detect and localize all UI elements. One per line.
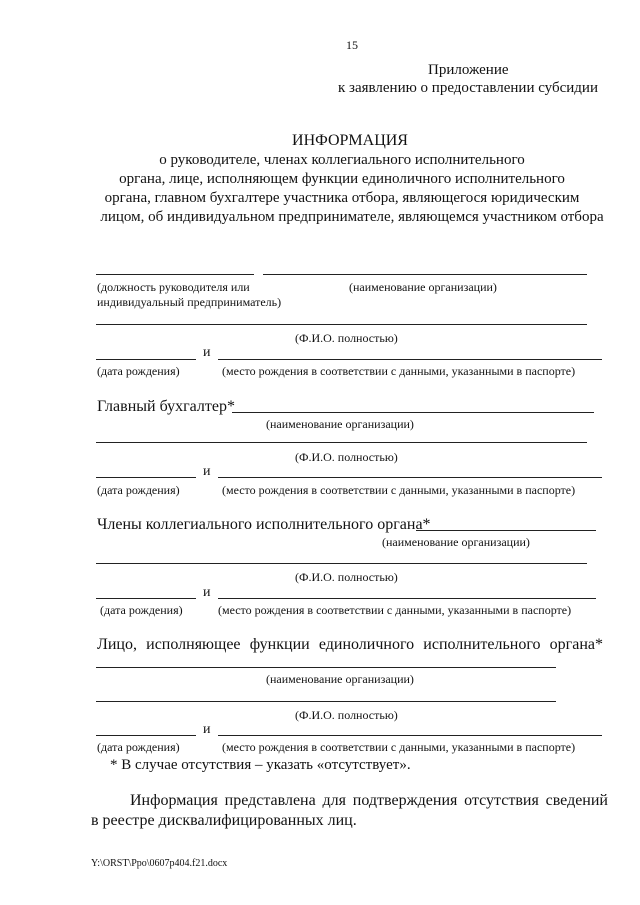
chief-accountant-org-field[interactable] (232, 412, 594, 413)
footnote: * В случае отсутствия – указать «отсутствует». (110, 757, 411, 773)
appendix-title: Приложение (428, 62, 509, 78)
position-caption-1: (должность руководителя или (97, 280, 250, 294)
chief-accountant-birth-date-field[interactable] (96, 477, 196, 478)
organization-caption: (наименование организации) (349, 280, 497, 294)
sole-executive-birth-date-field[interactable] (96, 735, 196, 736)
appendix-subtitle: к заявлению о предоставлении субсидии (338, 80, 598, 96)
closing-line-1: Информация представлена для подтверждения отсутствия сведений (130, 792, 608, 809)
chief-accountant-and-word: и (203, 464, 211, 479)
sole-executive-label: Лицо, исполняющее функции единоличного исполнительного органа* (97, 636, 603, 653)
collegial-members-fio-caption: (Ф.И.О. полностью) (295, 570, 398, 584)
head-birth-place-field[interactable] (218, 359, 602, 360)
chief-accountant-birth-place-field[interactable] (218, 477, 602, 478)
head-and-word: и (203, 345, 211, 360)
sole-executive-fio-field[interactable] (96, 701, 556, 702)
title-line-2: органа, лице, исполняющем функции единоличного исполнительного (119, 171, 565, 187)
sole-executive-and-word: и (203, 722, 211, 737)
position-field[interactable] (96, 274, 254, 275)
sole-executive-org-field[interactable] (96, 667, 556, 668)
head-birth-date-caption: (дата рождения) (97, 364, 180, 378)
sole-executive-birth-place-caption: (место рождения в соответствии с данными, указанными в паспорте) (222, 740, 576, 754)
chief-accountant-fio-caption: (Ф.И.О. полностью) (295, 450, 398, 464)
organization-field[interactable] (263, 274, 587, 275)
chief-accountant-label: Главный бухгалтер* (97, 398, 235, 415)
collegial-members-org-caption: (наименование организации) (382, 535, 530, 549)
title-line-3: органа, главном бухгалтере участника отбора, являющегося юридическим (104, 190, 580, 206)
collegial-members-label: Члены коллегиального исполнительного органа* (97, 516, 431, 533)
chief-accountant-birth-place-caption: (место рождения в соответствии с данными, указанными в паспорте) (222, 483, 576, 497)
collegial-members-fio-field[interactable] (96, 563, 587, 564)
document-title: ИНФОРМАЦИЯ (292, 132, 408, 149)
file-path: Y:\ORST\Ppo\0607p404.f21.docx (91, 858, 228, 869)
title-line-1: о руководителе, членах коллегиального исполнительного (159, 152, 525, 168)
collegial-members-and-word: и (203, 585, 211, 600)
title-line-4: лицом, об индивидуальном предпринимателе, являющемся участником отбора (100, 209, 604, 225)
chief-accountant-fio-field[interactable] (96, 442, 587, 443)
sole-executive-fio-caption: (Ф.И.О. полностью) (295, 708, 398, 722)
page-number: 15 (346, 38, 358, 52)
collegial-members-birth-place-caption: (место рождения в соответствии с данными, указанными в паспорте) (218, 603, 572, 617)
collegial-members-birth-place-field[interactable] (218, 598, 596, 599)
head-birth-date-field[interactable] (96, 359, 196, 360)
collegial-members-birth-date-caption: (дата рождения) (100, 603, 183, 617)
closing-line-2: в реестре дисквалифицированных лиц. (91, 812, 357, 829)
head-birth-place-caption: (место рождения в соответствии с данными, указанными в паспорте) (222, 364, 576, 378)
head-fio-caption: (Ф.И.О. полностью) (295, 331, 398, 345)
head-fio-field[interactable] (96, 324, 587, 325)
sole-executive-birth-place-field[interactable] (218, 735, 602, 736)
sole-executive-birth-date-caption: (дата рождения) (97, 740, 180, 754)
sole-executive-org-caption: (наименование организации) (266, 672, 414, 686)
position-caption-2: индивидуальный предприниматель) (97, 295, 282, 309)
chief-accountant-org-caption: (наименование организации) (266, 417, 414, 431)
collegial-members-org-field[interactable] (416, 530, 596, 531)
chief-accountant-birth-date-caption: (дата рождения) (97, 483, 180, 497)
collegial-members-birth-date-field[interactable] (96, 598, 196, 599)
